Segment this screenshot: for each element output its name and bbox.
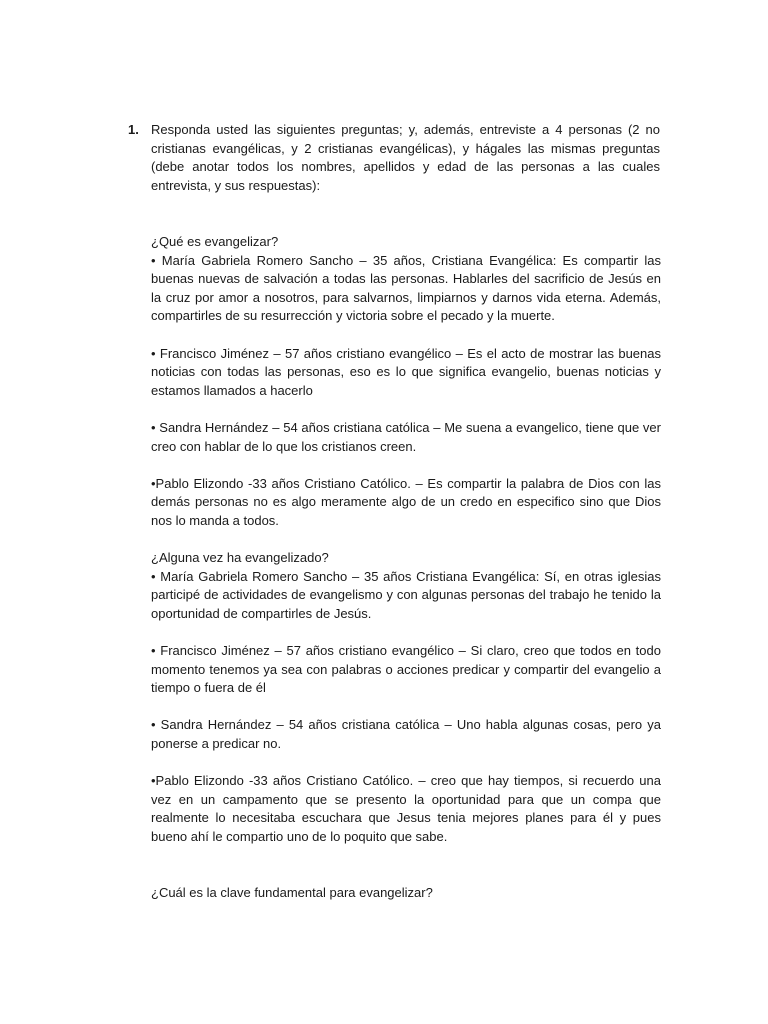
answer-paragraph: • Francisco Jiménez – 57 años cristiano evangélico – Es el acto de mostrar las buenas noticias con todas las personas, eso es lo que significa evangelio, buenas noticias y estamos llamados a hacerlo: [151, 345, 661, 398]
spacer: [151, 865, 661, 884]
answer-paragraph: • María Gabriela Romero Sancho – 35 años, Cristiana Evangélica: Es compartir las buenas nuevas de salvación a todas las personas. Hablarles del sacrificio de Jesús en la cruz por amor a nosotros, para salvarnos, limpiarnos y darnos vida eterna. Además, compartirles de su resurrección y victoria sobre el pecado y la muerte.: [151, 252, 661, 324]
answer-paragraph: • Sandra Hernández – 54 años cristiana católica – Uno habla algunas cosas, pero ya ponerse a predicar no.: [151, 717, 661, 752]
numbered-item-1: [128, 121, 660, 195]
question-key-to-evangelize: ¿Cuál es la clave fundamental para evangelizar?: [151, 884, 433, 900]
answer-paragraph: • María Gabriela Romero Sancho – 35 años Cristiana Evangélica: Sí, en otras iglesias participé de actividades de evangelismo y con algunas personas del trabajo he tenido la oportunidad de compartirles de Jesús.: [151, 568, 661, 621]
answer-paragraph: •Pablo Elizondo -33 años Cristiano Católico. – creo que hay tiempos, si recuerdo una vez en un campamento que se presento la oportunidad para que un compa que realmente lo necesitaba escuchara que Jesus tenia mejores planes para él y pues bueno ahí le compartio uno de lo poquito que sabe.: [151, 773, 661, 844]
item-prompt: Responda usted las siguientes preguntas; y, además, entreviste a 4 personas (2 no cristianas evangélicas, y 2 cristianas evangélicas), y hágales las mismas preguntas (debe anotar todos los nombres, apellidos y edad de las personas a las cuales entrevista, y sus respuestas):: [151, 122, 660, 193]
answer-paragraph: • Sandra Hernández – 54 años cristiana católica – Me suena a evangelico, tiene que ver creo con hablar de lo que los cristianos creen.: [151, 419, 661, 454]
question-what-is-evangelize: ¿Qué es evangelizar?: [151, 234, 279, 249]
document-content: [151, 233, 661, 902]
answer-paragraph: •Pablo Elizondo -33 años Cristiano Católico. – Es compartir la palabra de Dios con las demás personas no es algo meramente algo de un credo en especifico sino que Dios nos lo manda a todos.: [151, 475, 661, 528]
question-have-you-evangelized: ¿Alguna vez ha evangelizado?: [151, 550, 329, 566]
item-number: 1.: [128, 122, 139, 137]
answer-paragraph: • Francisco Jiménez – 57 años cristiano evangélico – Si claro, creo que todos en todo momento tenemos ya sea con palabras o acciones predicar y compartir del evangelio a tiempo o fuera de él: [151, 643, 661, 696]
